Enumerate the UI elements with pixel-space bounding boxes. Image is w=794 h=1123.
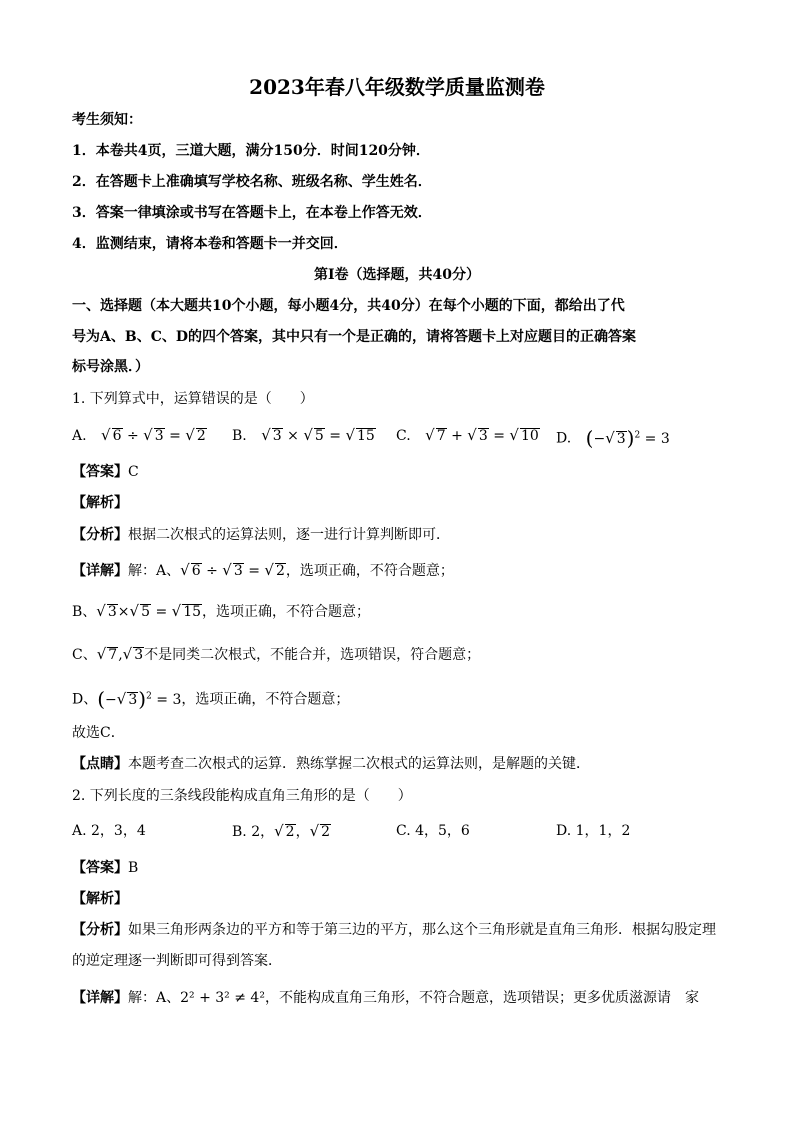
detail-prefix: 解：A、 bbox=[128, 563, 181, 579]
q1-option-d: D. (−√ 3)$^2$ = 3 bbox=[556, 425, 670, 450]
detail-suffix: ，选项正确，不符合题意； bbox=[202, 604, 371, 620]
radicand: 2 bbox=[285, 824, 295, 840]
notice-heading: 考生须知： bbox=[72, 112, 142, 128]
radicand: 3 bbox=[128, 691, 138, 708]
radicand: 15 bbox=[357, 428, 375, 444]
part-one-instruction-line: 标号涂黑．） bbox=[72, 359, 149, 375]
q2-fenxi-line2: 的逆定理逐一判断即可得到答案． bbox=[72, 953, 282, 969]
equals-sign: = bbox=[329, 428, 341, 444]
q1-detail-d: D、(−√ 3)$^2$ = 3，选项正确，不符合题意； bbox=[72, 686, 350, 711]
radicand: 3 bbox=[154, 428, 164, 444]
option-text: B. 2， bbox=[232, 824, 275, 840]
operator: + bbox=[451, 428, 463, 444]
exponent: 2 bbox=[634, 430, 641, 440]
equals-sign: = bbox=[248, 563, 260, 579]
q1-option-a: A. √ 6 ÷ √ 3 = √ 2 bbox=[72, 426, 206, 444]
radicand: 3 bbox=[272, 428, 282, 444]
detail-prefix: D、 bbox=[72, 691, 98, 708]
fenxi-tag: 【分析】 bbox=[72, 922, 128, 938]
minus-sign: − bbox=[105, 691, 117, 708]
equals-sign: = bbox=[169, 428, 181, 444]
fenxi-text: 如果三角形两条边的平方和等于第三边的平方，那么这个三角形就是直角三角形．根据勾股定理 bbox=[128, 922, 716, 938]
equals-result: = 3 bbox=[644, 430, 670, 447]
radicand: 3 bbox=[107, 604, 117, 620]
comment-text: 本题考查二次根式的运算．熟练掌握二次根式的运算法则，是解题的关键． bbox=[128, 756, 590, 772]
q1-detail-a: 【详解】解：A、√ 6 ÷ √ 3 = √ 2，选项正确，不符合题意； bbox=[72, 561, 454, 579]
radicand: 15 bbox=[183, 604, 202, 620]
q2-option-b: B. 2，√ 2，√ 2 bbox=[232, 822, 331, 840]
detail-suffix: 不是同类二次根式，不能合并，选项错误，符合题意； bbox=[144, 647, 481, 663]
radicand: 5 bbox=[141, 604, 150, 620]
answer-tag: 【答案】 bbox=[72, 464, 128, 480]
notice-item: 1．本卷共4页，三道大题，满分150分．时间120分钟． bbox=[72, 143, 430, 159]
option-label: B. bbox=[232, 428, 247, 444]
operator: ÷ bbox=[206, 563, 218, 579]
q1-stem: 1. 下列算式中，运算错误的是（ ） bbox=[72, 391, 314, 407]
q1-conclusion: 故选C． bbox=[72, 725, 125, 741]
radicand: 7 bbox=[436, 428, 446, 444]
radicand: 6 bbox=[112, 428, 122, 444]
equals-sign: = bbox=[493, 428, 505, 444]
option-label: C. bbox=[396, 428, 411, 444]
operator: ÷ bbox=[126, 428, 139, 444]
q2-analysis-tag: 【解析】 bbox=[72, 891, 128, 907]
part-one-instruction-line: 号为A、B、C、D的四个答案，其中只有一个是正确的，请将答题卡上对应题目的正确答案 bbox=[72, 329, 636, 345]
detail-suffix: ，选项正确，不符合题意； bbox=[181, 691, 350, 708]
separator: , bbox=[118, 647, 123, 663]
radicand: 3 bbox=[134, 647, 144, 663]
comment-tag: 【点睛】 bbox=[72, 756, 128, 772]
minus-sign: − bbox=[593, 430, 606, 447]
notice-item: 4．监测结束，请将本卷和答题卡一并交回． bbox=[72, 236, 348, 252]
notice-item: 3．答案一律填涂或书写在答题卡上，在本卷上作答无效． bbox=[72, 205, 432, 221]
answer-tag: 【答案】 bbox=[72, 860, 128, 876]
operator: × bbox=[117, 604, 130, 620]
q2-option-c: C. 4，5，6 bbox=[396, 823, 470, 839]
radicand: 3 bbox=[233, 563, 243, 579]
option-label: A. bbox=[72, 428, 87, 444]
detail-math: 2² + 3² ≠ 4² bbox=[180, 990, 265, 1006]
radicand: 2 bbox=[196, 428, 206, 444]
detail-suffix: ，不能构成直角三角形，不符合题意，选项错误；更多优质滋源请 家 bbox=[264, 990, 699, 1006]
q2-option-a: A. 2，3，4 bbox=[72, 823, 146, 839]
detail-prefix: B、 bbox=[72, 604, 97, 620]
q1-comment bbox=[72, 754, 590, 774]
fenxi-tag: 【分析】 bbox=[72, 527, 128, 543]
option-label: D. bbox=[556, 430, 572, 447]
radicand: 7 bbox=[108, 647, 118, 663]
q2-option-d: D. 1，1，2 bbox=[556, 823, 631, 839]
radicand: 10 bbox=[520, 428, 539, 444]
equals-result: = 3 bbox=[156, 691, 182, 708]
radicand: 2 bbox=[275, 563, 285, 579]
radicand: 6 bbox=[191, 563, 201, 579]
q2-answer bbox=[72, 858, 138, 878]
q1-detail-b: B、√ 3×√ 5 = √ 15，选项正确，不符合题意； bbox=[72, 602, 371, 620]
detail-suffix: ，选项正确，不符合题意； bbox=[285, 563, 454, 579]
detail-prefix: 解：A、 bbox=[128, 990, 181, 1006]
radicand: 3 bbox=[616, 430, 626, 447]
detail-tag: 【详解】 bbox=[72, 563, 128, 579]
q1-option-b: B. √ 3 × √ 5 = √ 15 bbox=[232, 426, 375, 444]
radicand: 3 bbox=[478, 428, 488, 444]
detail-prefix: C、 bbox=[72, 647, 97, 663]
part-one-instruction-line: 一、选择题（本大题共10个小题，每小题4分，共40分）在每个小题的下面，都给出了代 bbox=[72, 298, 625, 314]
q1-answer bbox=[72, 462, 139, 482]
fenxi-text: 根据二次根式的运算法则，逐一进行计算判断即可． bbox=[128, 527, 450, 543]
answer-value: B bbox=[128, 860, 139, 876]
q2-fenxi-line1 bbox=[72, 920, 716, 940]
q1-detail-c: C、√ 7,√ 3不是同类二次根式，不能合并，选项错误，符合题意； bbox=[72, 645, 481, 663]
q2-detail bbox=[72, 988, 699, 1008]
separator: ， bbox=[295, 824, 310, 840]
q1-fenxi bbox=[72, 525, 450, 545]
notice-item: 2．在答题卡上准确填写学校名称、班级名称、学生姓名． bbox=[72, 174, 432, 190]
q2-stem: 2. 下列长度的三条线段能构成直角三角形的是（ ） bbox=[72, 788, 412, 804]
page-title: 2023年春八年级数学质量监测卷 bbox=[249, 75, 545, 99]
q1-option-c: C. √ 7 + √ 3 = √ 10 bbox=[396, 426, 539, 444]
radicand: 5 bbox=[314, 428, 324, 444]
radicand: 2 bbox=[321, 824, 331, 840]
exponent: 2 bbox=[146, 691, 152, 701]
section-title: 第Ⅰ卷（选择题，共40分） bbox=[313, 267, 481, 283]
detail-tag: 【详解】 bbox=[72, 990, 128, 1006]
answer-value: C bbox=[128, 464, 139, 480]
equals-sign: = bbox=[155, 604, 168, 620]
operator: × bbox=[287, 428, 299, 444]
q1-analysis-tag: 【解析】 bbox=[72, 495, 128, 511]
